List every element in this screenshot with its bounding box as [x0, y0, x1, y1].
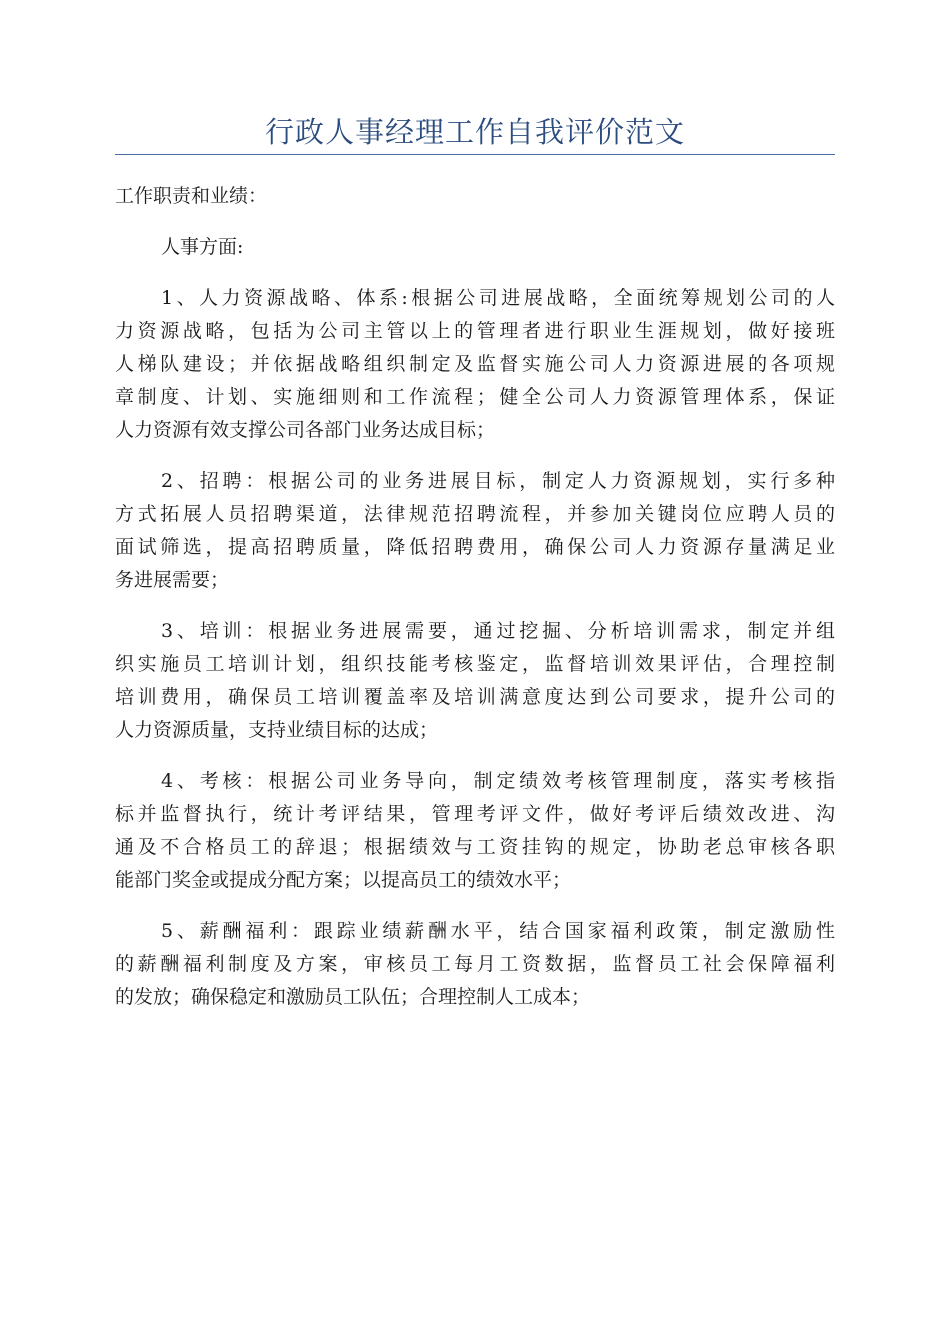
paragraph-line: 2、招聘：根据公司的业务进展目标，制定人力资源规划，实行多种	[161, 470, 835, 492]
document-body	[115, 180, 835, 1032]
paragraph-line: 务进展需要；	[115, 569, 230, 591]
title-underline	[115, 154, 835, 155]
paragraph-line: 人梯队建设；并依据战略组织制定及监督实施公司人力资源进展的各项规	[115, 353, 835, 375]
paragraph-line: 方式拓展人员招聘渠道，法律规范招聘流程，并参加关键岗位应聘人员的	[115, 503, 835, 525]
paragraph-line: 人力资源质量，支持业绩目标的达成；	[115, 719, 439, 741]
paragraph-line: 能部门奖金或提成分配方案；以提高员工的绩效水平；	[115, 869, 572, 891]
paragraph-2	[115, 465, 835, 597]
paragraph-5	[115, 915, 835, 1014]
paragraph-line: 培训费用，确保员工培训覆盖率及培训满意度达到公司要求，提升公司的	[115, 686, 835, 708]
sub-heading: 人事方面:	[161, 236, 244, 258]
paragraph-line: 通及不合格员工的辞退；根据绩效与工资挂钩的规定，协助老总审核各职	[115, 836, 835, 858]
document-title: 行政人事经理工作自我评价范文	[264, 115, 685, 149]
paragraph-line: 5、薪酬福利：跟踪业绩薪酬水平，结合国家福利政策，制定激励性	[161, 920, 835, 942]
paragraph-line: 人力资源有效支撑公司各部门业务达成目标；	[115, 419, 496, 441]
section-heading: 工作职责和业绩：	[115, 185, 268, 207]
paragraph-4	[115, 765, 835, 897]
paragraph-1	[115, 282, 835, 447]
paragraph-line: 3、培训：根据业务进展需要，通过挖掘、分析培训需求，制定并组	[161, 620, 835, 642]
paragraph-line: 面试筛选，提高招聘质量，降低招聘费用，确保公司人力资源存量满足业	[115, 536, 835, 558]
paragraph-line: 4、考核：根据公司业务导向，制定绩效考核管理制度，落实考核指	[161, 770, 835, 792]
paragraph-line: 的发放；确保稳定和激励员工队伍；合理控制人工成本；	[115, 986, 591, 1008]
paragraph-line: 的薪酬福利制度及方案，审核员工每月工资数据，监督员工社会保障福利	[115, 953, 835, 975]
paragraph-line: 织实施员工培训计划，组织技能考核鉴定，监督培训效果评估，合理控制	[115, 653, 835, 675]
paragraph-3	[115, 615, 835, 747]
paragraph-line: 标并监督执行，统计考评结果，管理考评文件，做好考评后绩效改进、沟	[115, 803, 835, 825]
paragraph-line: 力资源战略，包括为公司主管以上的管理者进行职业生涯规划，做好接班	[115, 320, 835, 342]
paragraph-line: 1、人力资源战略、体系:根据公司进展战略，全面统筹规划公司的人	[161, 287, 835, 309]
paragraph-line: 章制度、计划、实施细则和工作流程；健全公司人力资源管理体系，保证	[115, 386, 835, 408]
